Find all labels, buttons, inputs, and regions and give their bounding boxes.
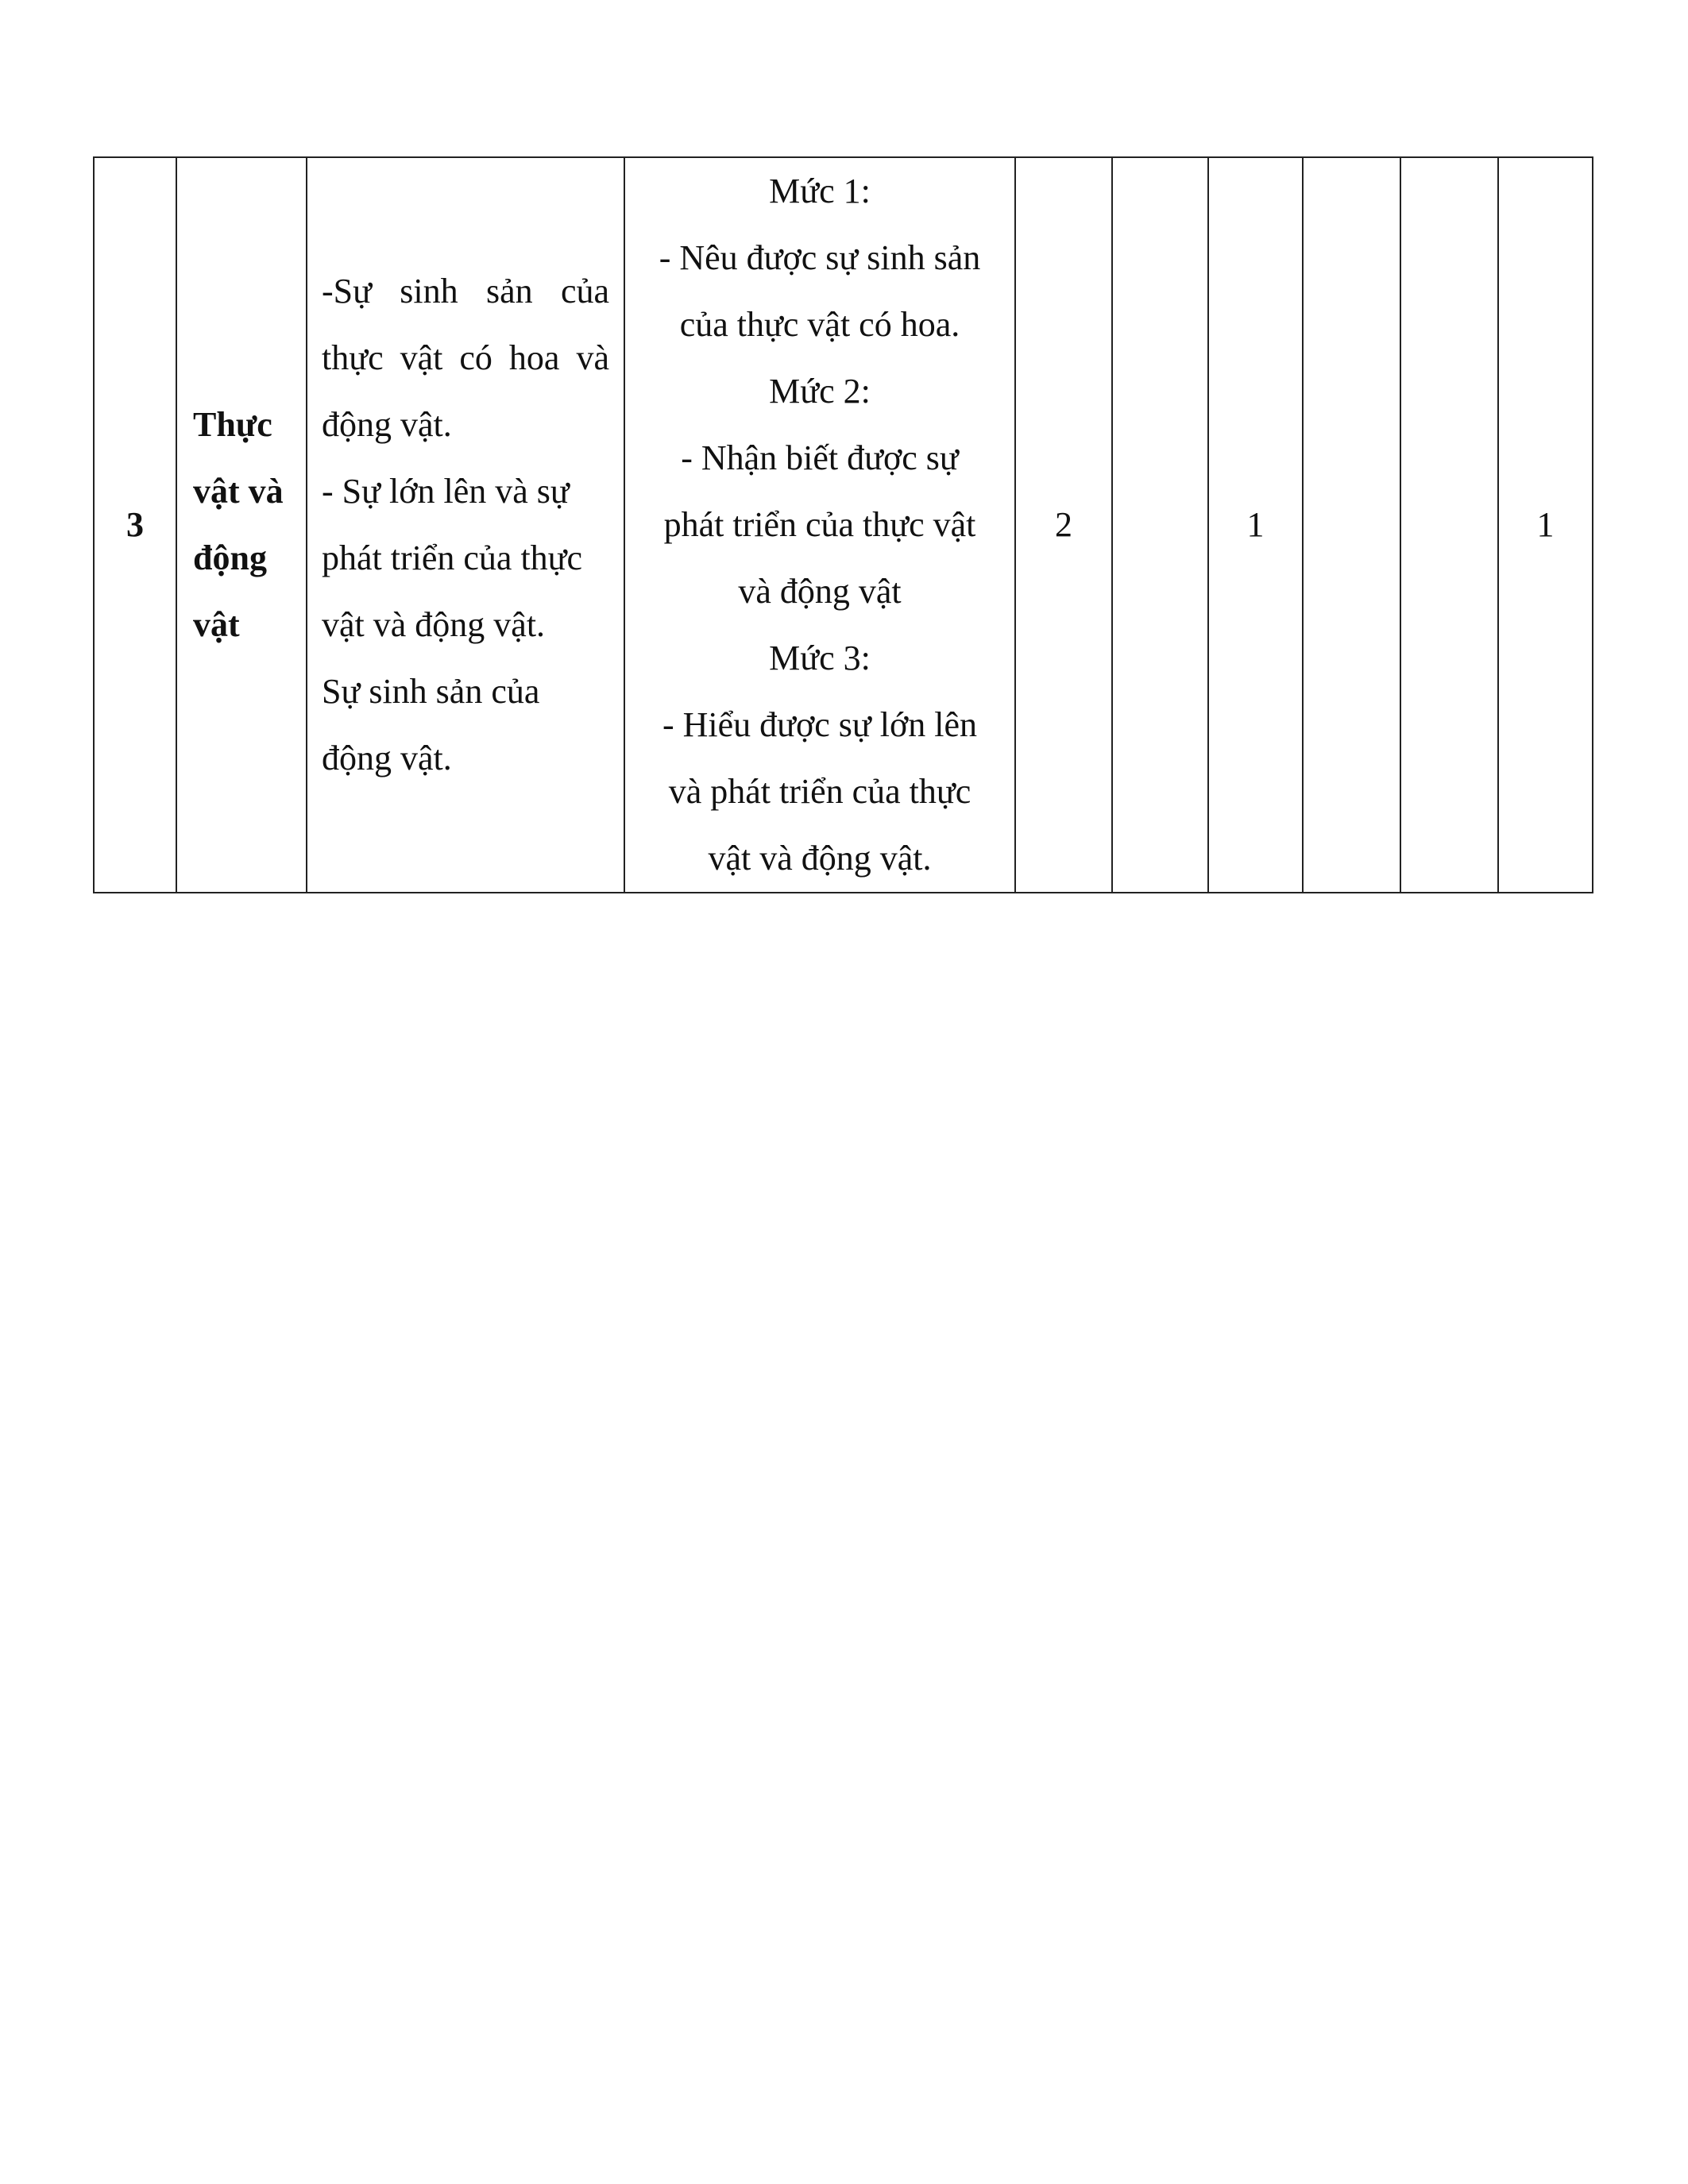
row-number-cell bbox=[94, 157, 176, 893]
row-number: 3 bbox=[126, 505, 144, 544]
topic-line: vật và bbox=[193, 472, 284, 511]
count-cell: 1 bbox=[1208, 157, 1303, 893]
requirement-line: vật và động vật. bbox=[708, 839, 932, 878]
requirement-line: - Nêu được sự sinh sản bbox=[659, 238, 981, 277]
requirement-line: Mức 1: bbox=[769, 172, 871, 210]
requirement-line: phát triển của thực vật bbox=[663, 505, 976, 544]
count-cell: 1 bbox=[1498, 157, 1593, 893]
requirement-line: và động vật bbox=[738, 572, 902, 611]
topic-cell bbox=[176, 157, 307, 893]
content-line: thực vật có hoa và bbox=[322, 338, 609, 377]
content-line: -Sự sinh sản của bbox=[322, 272, 609, 311]
count-cell bbox=[1112, 157, 1208, 893]
requirement-line: và phát triển của thực bbox=[668, 772, 971, 811]
topic-line: vật bbox=[193, 605, 240, 644]
requirement-line: - Nhận biết được sự bbox=[681, 438, 959, 477]
requirement-line: Mức 3: bbox=[769, 639, 871, 677]
count-cell: 2 bbox=[1015, 157, 1112, 893]
content-line: động vật. bbox=[322, 739, 452, 778]
requirement-line: - Hiểu được sự lớn lên bbox=[662, 705, 978, 744]
count-cell bbox=[1400, 157, 1498, 893]
count-cell bbox=[1303, 157, 1400, 893]
topic-line: động bbox=[193, 538, 267, 577]
content-line: Sự sinh sản của bbox=[322, 672, 540, 711]
requirement-line: Mức 2: bbox=[769, 372, 871, 411]
content-line: phát triển của thực bbox=[322, 538, 583, 577]
requirement-cell bbox=[624, 157, 1015, 893]
content-cell bbox=[307, 157, 624, 893]
requirement-line: của thực vật có hoa. bbox=[679, 305, 960, 344]
topic-line: Thực bbox=[193, 405, 272, 444]
question-matrix-table bbox=[93, 156, 1593, 893]
content-line: động vật. bbox=[322, 405, 452, 444]
content-line: vật và động vật. bbox=[322, 605, 546, 644]
content-line: - Sự lớn lên và sự bbox=[322, 472, 570, 511]
table-row bbox=[94, 157, 1593, 893]
